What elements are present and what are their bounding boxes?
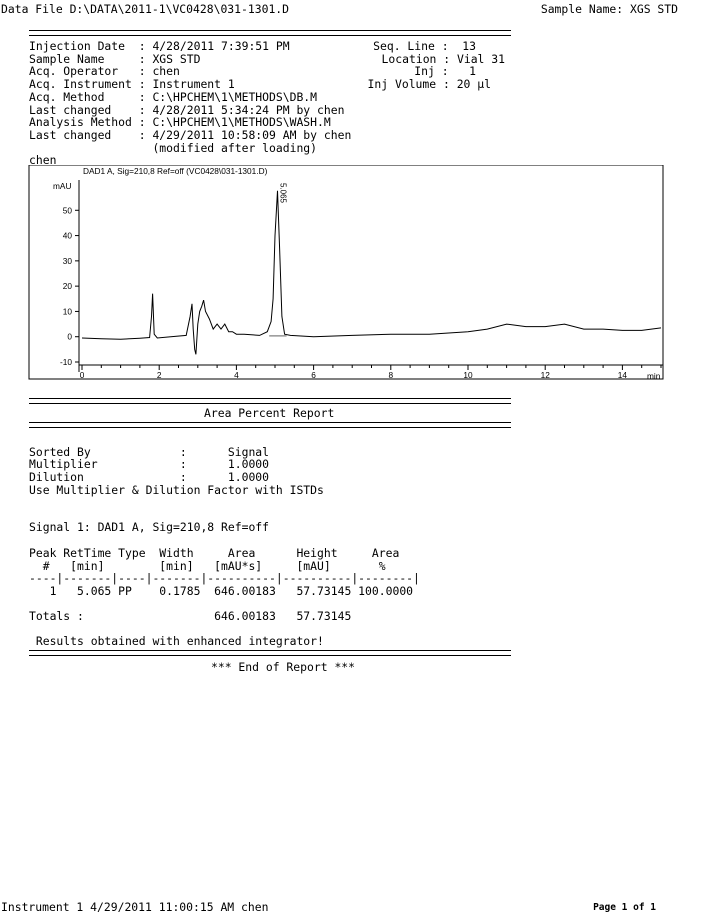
x-tick-label: 8 — [388, 370, 394, 380]
y-tick-label: 0 — [67, 331, 72, 342]
x-tick-label: 10 — [463, 370, 473, 380]
x-tick-label: 0 — [79, 370, 85, 380]
y-tick-label: 50 — [62, 205, 72, 216]
end-of-report: *** End of Report *** — [211, 660, 356, 674]
separator — [29, 422, 511, 428]
info-line: Acq. Instrument : Instrument 1 — [29, 77, 235, 92]
table-rule: ----|-------|----|-------|----------|----------|--------| — [29, 571, 420, 586]
chart-title: DAD1 A, Sig=210,8 Ref=off (VC0428\031-1301.D) — [83, 166, 268, 176]
sample-name-header: Sample Name: XGS STD — [540, 2, 678, 16]
y-axis-label: mAU — [53, 181, 72, 191]
info-line: Acq. Method : C:\HPCHEM\1\METHODS\DB.M — [29, 89, 318, 104]
info-line: Last changed : 4/29/2011 10:58:09 AM by chen — [29, 127, 352, 142]
info-line: Last changed : 4/28/2011 5:34:24 PM by chen — [29, 102, 345, 117]
plot-frame — [29, 165, 663, 379]
x-tick-label: 14 — [617, 370, 628, 380]
data-file-path: Data File D:\DATA\2011-1\VC0428\031-1301.D — [1, 2, 290, 16]
use-note: Use Multiplier & Dilution Factor with ISTDs — [29, 482, 324, 497]
sorted-by-line: Sorted By : Signal — [29, 444, 270, 459]
y-tick-label: 40 — [62, 230, 72, 241]
x-axis-label: min — [647, 371, 661, 381]
table-row: 1 5.065 PP 0.1785 646.00183 57.73145 100.0000 — [29, 584, 414, 598]
info-line: Acq. Operator : chen — [29, 64, 180, 79]
x-tick-label: 12 — [540, 370, 550, 380]
y-tick-label: 10 — [62, 306, 72, 317]
dilution-line: Dilution : 1.0000 — [29, 469, 270, 484]
info-line: Sample Name : XGS STD — [29, 51, 201, 66]
info-line-right: Location : Vial 31 — [381, 51, 505, 66]
y-tick-label: -10 — [60, 357, 72, 367]
table-header-units: # [min] [min] [mAU*s] [mAU] % — [29, 558, 386, 573]
chromatogram-chart — [0, 165, 704, 385]
table-header: Peak RetTime Type Width Area Height Area — [29, 546, 400, 560]
info-line-right: Seq. Line : 13 — [373, 39, 476, 53]
chart-operator: chen — [29, 153, 57, 168]
totals-line: Totals : 646.00183 57.73145 — [29, 609, 352, 623]
results-note: Results obtained with enhanced integrator! — [29, 634, 324, 648]
signal-line: Signal 1: DAD1 A, Sig=210,8 Ref=off — [29, 520, 270, 534]
separator — [29, 30, 511, 36]
separator — [29, 398, 511, 404]
separator — [29, 650, 511, 656]
info-line-right: Inj : 1 — [414, 64, 476, 79]
x-tick-label: 2 — [156, 370, 162, 380]
signal-trace — [82, 191, 661, 355]
peak-label: 5.065 — [278, 183, 288, 204]
report-title: Area Percent Report — [204, 406, 335, 420]
x-axis — [79, 365, 663, 380]
info-line-right: Inj Volume : 20 µl — [367, 77, 491, 92]
x-tick-label: 4 — [234, 370, 239, 380]
y-axis — [60, 180, 79, 372]
footer-instrument: Instrument 1 4/29/2011 11:00:15 AM chen — [1, 900, 269, 914]
info-line: (modified after loading) — [29, 140, 318, 155]
info-line: Injection Date : 4/28/2011 7:39:51 PM — [29, 39, 290, 53]
info-line: Analysis Method : C:\HPCHEM\1\METHODS\WASH.M — [29, 115, 331, 130]
y-tick-label: 20 — [62, 281, 72, 292]
y-tick-label: 30 — [62, 255, 72, 266]
page-number: Page 1 of 1 — [593, 902, 656, 913]
multiplier-line: Multiplier : 1.0000 — [29, 457, 270, 472]
x-tick-label: 6 — [311, 370, 316, 380]
